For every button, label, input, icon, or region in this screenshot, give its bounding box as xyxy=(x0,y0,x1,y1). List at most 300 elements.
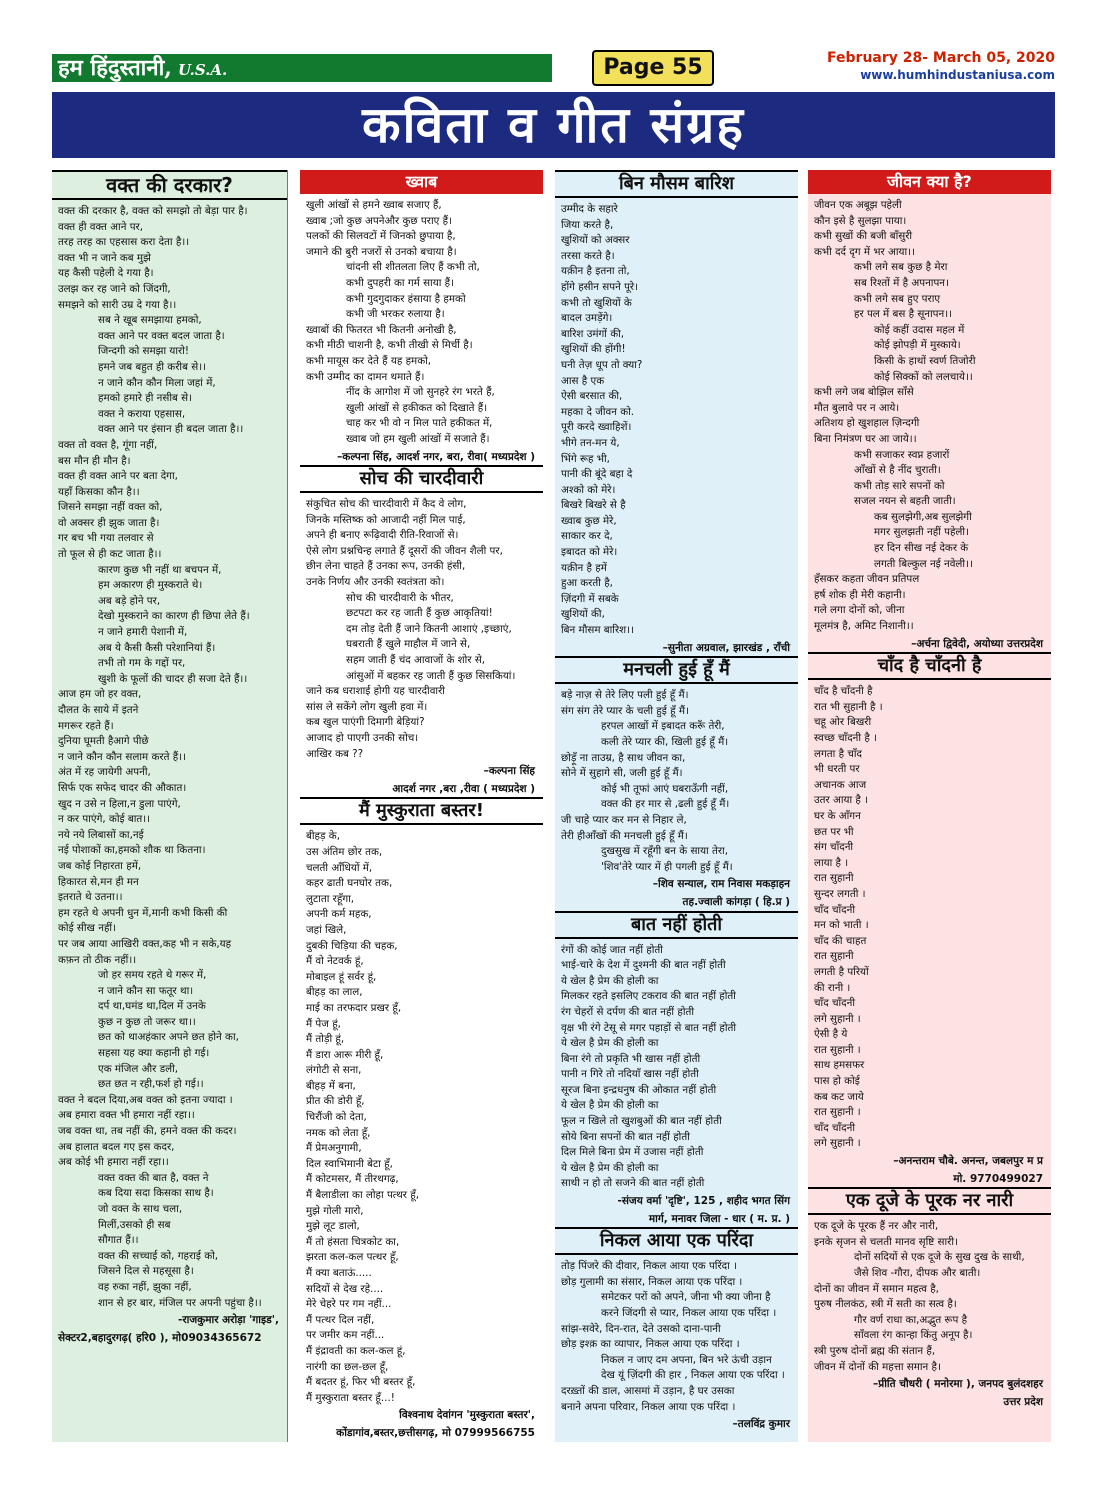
poem-line: घनी तेज़ धूप तो क्या? xyxy=(561,358,643,371)
poem-body xyxy=(300,497,543,762)
poem-line: कभी तो खुशियों के xyxy=(561,296,632,309)
poem-body xyxy=(555,1259,798,1415)
poem-line: कभी दर्द दृग में भर आया।। xyxy=(814,245,915,258)
poem-line: सदियों से देख रहे.... xyxy=(306,1282,384,1295)
poem-line: उम्मीद के सहारे xyxy=(561,203,618,215)
poem-line: यक़ीन है इतना तो, xyxy=(561,265,630,278)
poem-line: न जाने कौन कौन सलाम करते हैं।। xyxy=(58,750,186,763)
poem-line: दोनों सदियों से एक दूजे के सुख दुख के साथी, xyxy=(854,1251,1025,1264)
poem-line: सोये बिना सपनों की बात नहीं होती xyxy=(561,1130,690,1143)
poem-line: जैसे शिव -गौरा, दीपक और बाती। xyxy=(854,1267,981,1279)
brand-suffix: U.S.A. xyxy=(177,61,228,79)
poem-line: वक्त आने पर इंसान ही बदल जाता है।। xyxy=(98,423,244,436)
poem-line: नई पोशाकों का,हमको शौक था कितना। xyxy=(58,844,206,857)
poem-line: मैं कोटमसर, मैं तीरथगढ़, xyxy=(306,1173,399,1186)
poem-line: संकुचित सोच की चारदीवारी में कैद वे लोग, xyxy=(306,498,467,511)
poem-line: यक़ीन है हमें xyxy=(561,561,607,574)
poem-line: कब कट जाये xyxy=(814,1090,864,1103)
poem-line: सांस ले सकेंगे लोग खुली हवा में। xyxy=(306,700,428,713)
poem-line: मैं तोड़ी हूं, xyxy=(306,1033,345,1046)
poem-line: छटपटा कर रह जाती हैं कुछ आकृतियां! xyxy=(346,607,493,620)
poem-line: कभी मीठी चाशनी है, कभी तीखी से मिर्ची है। xyxy=(306,339,473,352)
poem-line: दम तोड़ देती हैं जाने कितनी आशाएं ,इच्छाएं, xyxy=(346,622,512,635)
poem-line: अब कोई भी हमारा नहीं रहा।। xyxy=(58,1156,169,1169)
poem-line: अब हमारा वक्त भी हमारा नहीं रहा।। xyxy=(58,1109,195,1122)
poem-line: खुली आंखों से हमने ख्वाब सजाए हैं, xyxy=(306,199,442,211)
poem-line: आँखों से है नींद चुराती। xyxy=(854,464,941,477)
poem-body xyxy=(555,943,798,1193)
poem-line: यहाँ किसका कौन है।। xyxy=(58,485,140,498)
poem-line: होंगे हसीन सपने पूरे। xyxy=(561,280,639,293)
poem-line: पानी की बूंदे बहा दे xyxy=(561,468,633,481)
poem-line: पूरी करदे ख्वाहिशें। xyxy=(561,421,632,434)
column-1 xyxy=(52,170,288,1442)
poem-line: नमक को लेता हूँ, xyxy=(306,1126,371,1139)
poem-line: कभी दुपहरी का गर्म साया हैं। xyxy=(346,276,455,289)
poem-body xyxy=(300,829,543,1406)
poem-line: बीहड़ का लाल, xyxy=(306,986,363,999)
poem-author: –अर्चना द्विवेदी, अयोध्या उत्तरप्रदेश xyxy=(911,637,1043,650)
poem-author-address: कोंडागांव,बस्तर,छत्तीसगढ़, मो 07999566755 xyxy=(336,1426,535,1439)
poem-line: छत पर भी xyxy=(814,825,854,838)
poem-line: जिन्दगी को समझा यारो! xyxy=(98,345,190,358)
poem-line: गर बच भी गया तलवार से xyxy=(58,532,154,545)
poem-line: कुछ न कुछ तो जरूर था।। xyxy=(98,1015,196,1028)
poem-author: –अनन्तराम चौबे. अनन्त, जबलपुर म प्र xyxy=(893,1155,1043,1168)
poem-line: ये खेल है प्रेम की होली का xyxy=(561,1037,659,1050)
poem-line: वक्त की हर मार से ,ढली हुई हूँ मैं। xyxy=(601,798,730,811)
poem-line: लगे सुहानी । xyxy=(814,1012,861,1025)
poem-title: बिन मौसम बारिश xyxy=(555,170,798,198)
poem-line: रात सुहानी । xyxy=(814,1106,861,1119)
poem-line: चहू ओर बिखरी xyxy=(814,716,872,729)
poem-line: साकार कर दे, xyxy=(561,530,613,543)
poem-line: मगर सुलझती नहीं पहेली। xyxy=(874,526,969,539)
poem-line: बिन मौसम बारिश।। xyxy=(561,624,634,637)
poem-line: चाँद चाँदनी xyxy=(814,1121,856,1134)
poem-line: हँसकर कहता जीवन प्रतिपल xyxy=(814,573,920,586)
poem-line: बीहड़ में बना, xyxy=(306,1079,356,1092)
poem-line: छत को थाअहंकार अपने छत होने का, xyxy=(98,1031,239,1044)
poem-line: दौलत के साये में इतने xyxy=(58,704,139,716)
poem-line: कभी सुखों की बजी बाँसुरी xyxy=(814,230,913,243)
poem-line: कभी मायूस कर देते हैं यह हमको, xyxy=(306,354,432,367)
poem-line: कभी सजाकर स्वप्न हजारों xyxy=(854,448,950,461)
poem-line: छोड़ूँ ना ताउम्र, है साथ जीवन का, xyxy=(561,751,686,764)
poem-line: कौन इसे है सुलझा पाया। xyxy=(814,214,907,227)
column-4 xyxy=(808,170,1051,1442)
poem-line: बिना निमंत्रण घर आ जाये।। xyxy=(814,432,917,445)
poem-line: वक्त की सच्चाई को, गहराई को, xyxy=(98,1249,219,1262)
poem-line: भीगे तन-मन ये, xyxy=(561,436,620,449)
poem-author-address: मो. 9770499027 xyxy=(953,1172,1043,1185)
poem-line: दर्प था,घमंड था,दिल में उनके xyxy=(98,1000,206,1013)
poem-line: हम अकारण ही मुस्कराते थे। xyxy=(98,579,203,592)
poem-line: मैं इंद्रावती का कल-कल हूं, xyxy=(306,1344,406,1357)
poem-line: पर जब आया आखिरी वक्त,कह भी न सके,यह xyxy=(58,937,232,950)
poem-line: मैं बैलाडीला का लोहा पत्थर हूँ, xyxy=(306,1189,419,1202)
poem-line: छोड़ गुलामी का संसार, निकल आया एक परिंदा । xyxy=(561,1275,743,1288)
poem-line: हर पल में बस है सूनापन।। xyxy=(854,308,953,321)
poem-line: वो अक्सर ही झुक जाता है। xyxy=(58,516,160,529)
poem-line: वक्त की दरकार है, वक्त को समझो तो बेड़ा पार है। xyxy=(58,205,248,217)
poem-line: लंगोटी से सना, xyxy=(306,1064,362,1077)
poem-author: -संजय वर्मा 'दृष्टि', 125 , शहीद भगत सिंग xyxy=(617,1195,790,1208)
poem-line: सुन्दर लगती । xyxy=(814,887,866,900)
poem-line: की रानी । xyxy=(814,981,851,994)
poem-line: बनाने अपना परिवार, निकल आया एक परिंदा । xyxy=(561,1400,736,1413)
poem-line: ख्वाबों की फितरत भी कितनी अनोखी है, xyxy=(306,323,457,336)
poem-line: तेरी हीआँखों की मनचली हुई हूँ मैं। xyxy=(561,829,688,842)
poem-line: मैं क्या बताऊं..... xyxy=(306,1267,372,1279)
poem-line: वक्त तो वक्त है, गूंगा नहीं, xyxy=(58,438,158,451)
brand-bar xyxy=(52,54,552,82)
poem-author: –कल्पना सिंह, आदर्श नगर, बरा, रीवा( मध्यप्रदेश ) xyxy=(337,450,535,463)
poem-line: साथी न हो तो सजने की बात नहीं होती xyxy=(561,1177,705,1190)
poem-line: जमाने की बुरी नजरों से उनको बचाया है। xyxy=(306,245,457,258)
issue-date: February 28- March 05, 2020 xyxy=(827,50,1055,66)
poem-line: बीहड़ के, xyxy=(306,830,340,843)
poem-line: मेरे चेहरे पर गम नहीं... xyxy=(306,1298,392,1311)
poem-line: सब रिश्तों में है अपनापन। xyxy=(854,276,949,289)
dateline xyxy=(827,50,1055,84)
poem-title: मनचली हुई हूँ मैं xyxy=(555,656,798,684)
poem-line: लगती है परियों xyxy=(814,965,869,978)
poem-line: ये खेल है प्रेम की होली का xyxy=(561,974,659,987)
poem-line: कभी गुदगुदाकर हंसाया है हमको xyxy=(346,292,466,305)
poem-line: हम रहते थे अपनी धुन में,मानी कभी किसी की xyxy=(58,906,228,919)
poem-line: भिंगे रूह भी, xyxy=(561,452,610,465)
poem-title: चाँद है चाँदनी है xyxy=(808,652,1051,680)
poem-line: दुखसुख में रहूँगी बन के साया तेरा, xyxy=(601,845,729,858)
brand-name: हम हिंदुस्तानी, xyxy=(58,55,172,81)
poem-line: किसी के हाथों स्वर्ण तिजोरी xyxy=(874,354,976,367)
poem-line: कोई भी तूफां आएं घबराऊँगी नहीं, xyxy=(601,782,729,795)
poem-title: बात नहीं होती xyxy=(555,911,798,939)
poem-line: भी धरती पर xyxy=(814,763,860,776)
poem-line: तरह तरह का एहसास करा देता है।। xyxy=(58,236,190,249)
poem-line: ये खेल है प्रेम की होली का xyxy=(561,1099,659,1112)
poem-line: कभी लगे सब हुए पराए xyxy=(854,292,941,305)
column-3 xyxy=(555,170,798,1442)
poem-line: ऐसी है ये xyxy=(814,1028,848,1041)
poem-line: सूरज बिना इन्द्रधनुष की ओकात नहीं होती xyxy=(561,1083,717,1096)
poem-line: आस है एक xyxy=(561,374,605,387)
poem-line: साँवला रंग कान्हा किंतु अनूप है। xyxy=(854,1329,973,1342)
poem-line: पर जमीर कम नहीं... xyxy=(306,1329,385,1342)
poem-line: दिल स्वाभिमानी बेटा हूँ, xyxy=(306,1157,393,1170)
poem-line: अपनी कर्म महक, xyxy=(306,908,372,921)
poem-line: समेटकर परों को अपने, जीना भी क्या जीना है xyxy=(601,1291,771,1304)
poem-line: चलती आँधियों में, xyxy=(306,861,373,874)
poem-line: यह कैसी पहेली दे गया है। xyxy=(58,267,154,280)
poem-line: जीवन में दोनों की महत्ता समान है। xyxy=(814,1360,941,1373)
poem-line: हरपल आखों में इबादत करूँ तेरी, xyxy=(601,720,725,733)
poem-line: सब ने खूब समझाया हमको, xyxy=(98,314,202,327)
poem-line: तरसा करते है। xyxy=(561,249,615,262)
poem-line: इनके सृजन से चलती मानव सृष्टि सारी। xyxy=(814,1235,958,1248)
poem-title: एक दूजे के पूरक नर नारी xyxy=(808,1187,1051,1215)
poem-line: चिरौंजी को देता, xyxy=(306,1111,367,1124)
poem-line: जो हर समय रहते थे गरूर में, xyxy=(98,969,207,982)
poem-line: अब ये कैसी कैसी परेशानियां हैं। xyxy=(98,641,216,654)
poem-line: उलझ कर रह जाने को जिंदगी, xyxy=(58,282,171,295)
poem-author: –सुनीता अग्रवाल, झारखंड , राँची xyxy=(662,641,790,654)
poem-line: प्रीत की डोरी हूँ, xyxy=(306,1095,365,1108)
poem-line: हमने जब बहुत ही करीब से।। xyxy=(98,360,207,373)
poem-line: अश्को को मेरे। xyxy=(561,483,616,496)
poem-line: करने जिंदगी से प्यार, निकल आया एक परिंदा । xyxy=(601,1307,777,1319)
poem-line: जहां खिले, xyxy=(306,923,347,936)
poem-line: लाया है । xyxy=(814,856,849,869)
poem-line: एक दूजे के पूरक हैं नर और नारी, xyxy=(814,1220,939,1233)
poem-line: सहम जाती हैं चंद आवाजों के शोर से, xyxy=(346,654,486,667)
poem-line: जब वक्त था, तब नहीं की, हमने वक्त की कदर। xyxy=(58,1125,237,1138)
poem-line: अब हालात बदल गए इस कदर, xyxy=(58,1140,175,1153)
poem-title: सोच की चारदीवारी xyxy=(300,465,543,493)
poem-line: रात सुहानी xyxy=(814,950,854,963)
poem-line: बिखरे बिखरे से है xyxy=(561,499,626,512)
poem-line: पानी न गिरे तो नदियाँ खास नहीं होती xyxy=(561,1068,699,1081)
poem-line: तोड़ पिंजरे की दीवार, निकल आया एक परिंदा । xyxy=(561,1260,737,1273)
poem-author: –कल्पना सिंह xyxy=(483,765,535,778)
poem-line: मैं वो नेटवर्क हूं, xyxy=(306,955,364,968)
poem-line: छत छत न रही,फर्श हो गई।। xyxy=(98,1078,204,1091)
poem-line: खुली आंखों से हकीकत को दिखाते हैं। xyxy=(346,401,488,414)
poem-line: रंग चेहरों से दर्पण की बात नहीं होती xyxy=(561,1005,695,1018)
poem-line: कभी लगे सब कुछ है मेरा xyxy=(854,261,948,274)
poem-line: चाह कर भी वो न मिल पाते हकीकत में, xyxy=(346,417,493,430)
poem-line: सहसा यह क्या कहानी हो गई। xyxy=(98,1047,210,1060)
poem-line: वक्त ने कराया एहसास, xyxy=(98,407,186,420)
poem-line: अचानक आज xyxy=(814,778,867,791)
poem-line: छीन लेना चाहते हैं उनका रूप, उनकी हंसी, xyxy=(306,560,466,573)
poem-line: झरता कल-कल पत्थर हूँ, xyxy=(306,1251,399,1264)
poem-line: दरख़्तों की डाल, आसमां में उड़ान, है घर उसका xyxy=(561,1384,735,1397)
poem-line: कहर ढाती घनघोर तक, xyxy=(306,877,393,890)
poem-line: जिसने समझा नहीं वक्त को, xyxy=(58,501,163,514)
poem-line: सोच की चारदीवारी के भीतर, xyxy=(346,591,454,604)
poem-line: पास हो कोई xyxy=(814,1075,860,1088)
poem-line: मैं डारा आरू मीरी हूँ, xyxy=(306,1048,384,1061)
poem-line: हर्ष शोक ही मेरी कहानी। xyxy=(814,588,906,601)
poem-line: मूलमंत्र है, अमिट निशानी।। xyxy=(814,620,914,633)
poem-line: कभी जी भरकर रुलाया है। xyxy=(346,308,445,321)
poem-line: जिनके मस्तिष्क को आजादी नहीं मिल पाई, xyxy=(306,513,466,526)
poem-line: हिकारत से,मन ही मन xyxy=(58,875,139,888)
poem-line: लगे सुहानी । xyxy=(814,1137,861,1150)
poem-author: -राजकुमार अरोड़ा 'गाइड', xyxy=(177,1314,279,1327)
poem-line: कब दिया सदा किसका साथ है। xyxy=(98,1187,214,1200)
poem-body xyxy=(555,688,798,875)
poem-line: लगता है चाँद xyxy=(814,747,863,760)
poem-line: तभी तो गम के गद्दों पर, xyxy=(98,657,186,670)
poem-line: आज हम जो हर वक्त, xyxy=(58,688,142,701)
poem-line: जो वक्त के साथ चला, xyxy=(98,1203,183,1215)
poem-line: गौर वर्ण राधा का,अद्भुत रूप है xyxy=(854,1313,968,1326)
poem-line: मुझे लूट डालो, xyxy=(306,1220,360,1233)
poem-body xyxy=(555,202,798,639)
page-number: Page 55 xyxy=(592,50,714,86)
poem-line: इबादत को मेरे। xyxy=(561,546,618,559)
poem-line: न जाने कौन सा फतूर था। xyxy=(98,984,194,997)
poem-line: मिलकर रहते इसलिए टकराव की बात नहीं होती xyxy=(561,990,736,1003)
poem-line: कभी तोड़ सारे सपनों को xyxy=(854,479,945,492)
poem-line: उनके निर्णय और उनकी स्वतंत्रता को। xyxy=(306,576,445,589)
poem-author-address: आदर्श नगर ,बरा ,रीवा ( मध्यप्रदेश ) xyxy=(392,782,535,795)
poem-body xyxy=(808,198,1051,635)
poem-line: घर के आँगन xyxy=(814,809,861,822)
poem-author: विश्वनाथ देवांगन 'मुस्कुराता बस्तर', xyxy=(399,1409,535,1422)
poem-line: रात सुहानी । xyxy=(814,1043,861,1056)
poem-line: लुटाता रहूँगा, xyxy=(306,892,355,905)
poem-line: जीवन एक अबूझ पहेली xyxy=(814,199,902,211)
poem-line: छोड़ इश्क़ का व्यापार, निकल आया एक परिंदा । xyxy=(561,1338,740,1351)
poem-line: कब सुलझेगी,अब सुलझेगी xyxy=(874,510,972,523)
poem-line: रंगों की कोई जात नहीं होती xyxy=(561,943,663,956)
masthead xyxy=(52,50,1055,86)
poem-line: मोबाइल हूं सर्वर हूं, xyxy=(306,970,377,983)
poem-line: ख्वाब ;जो कुछ अपनेऔर कुछ पराए हैं। xyxy=(306,214,452,227)
poem-line: बिना रंगे तो प्रकृति भी खास नहीं होती xyxy=(561,1052,701,1065)
poem-body xyxy=(52,204,287,1311)
poem-line: आजाद हो पाएगी उनकी सोच। xyxy=(306,732,419,744)
poem-line: निकल न जाए दम अपना, बिन भरे ऊंची उड़ान xyxy=(601,1353,772,1366)
poem-title: मैं मुस्कुराता बस्तर! xyxy=(300,797,543,825)
poem-line: कारण कुछ भी नहीं था बचपन में, xyxy=(98,563,222,576)
poem-line: जाने कब धराशाई होगी यह चारदीवारी xyxy=(306,685,445,698)
poem-line: ज़िंदगी में सबके xyxy=(561,592,619,605)
poem-line: जी चाहे प्यार कर मन से निहार ले, xyxy=(561,813,687,826)
poem-line: अब बड़े होने पर, xyxy=(98,594,161,607)
poem-line: मौत बुलावे पर न आये। xyxy=(814,401,900,414)
poem-body xyxy=(808,1219,1051,1375)
poem-line: मन को भाती । xyxy=(814,919,869,932)
poem-line: मैं पेज हूं, xyxy=(306,1017,341,1030)
poem-line: दुबकी चिड़िया की चहक, xyxy=(306,939,398,952)
section-banner: कविता व गीत संग्रह xyxy=(52,92,1055,158)
poem-line: लगती बिल्कुल नई नवेली।। xyxy=(874,557,973,570)
poem-line: न जाने कौन कौन मिला जहां में, xyxy=(98,376,216,389)
column-2 xyxy=(300,170,543,1442)
poem-line: दिल मिले बिना प्रेम में उजास नहीं होती xyxy=(561,1146,704,1159)
poem-line: अंत में रह जायेगी अपनी, xyxy=(58,766,151,779)
poem-line: मुझे गोली मारो, xyxy=(306,1204,364,1217)
poem-line: उतर आया है । xyxy=(814,794,869,807)
poem-line: वह रुका नहीं, झुका नहीं, xyxy=(98,1280,192,1293)
poem-line: तो फूल से ही कट जाता है।। xyxy=(58,548,162,561)
poem-line: संग चाँदनी xyxy=(814,841,854,854)
poem-line: रात भी सुहानी है । xyxy=(814,700,883,713)
poem-line: जब कोई निहारता हमें, xyxy=(58,859,142,872)
poem-line: पलकों की सिलवटों में जिनको छुपाया है, xyxy=(306,230,456,243)
poem-line: वक्त ही वक्त आने पर बता देगा, xyxy=(58,470,178,483)
poem-line: सिर्फ एक सफेद चादर की औकात। xyxy=(58,781,187,794)
poem-line: वक्त भी न जाने कब मुझे xyxy=(58,251,151,264)
poem-line: मिलीं,उसको ही सब xyxy=(98,1218,171,1231)
poem-line: खुशियों को अक्सर xyxy=(561,234,630,247)
poem-line: ये खेल है प्रेम की होली का xyxy=(561,1161,659,1174)
poem-line: मैं तो हंसता चित्रकोट का, xyxy=(306,1235,400,1248)
poem-line: हर दिन सीख नई देकर के xyxy=(874,542,969,555)
poem-line: चाँद है चाँदनी है xyxy=(814,685,873,698)
poem-line: पुरुष नीलकंठ, स्त्री में सती का सत्व है। xyxy=(814,1298,957,1311)
poem-line: कोई सीख नहीं। xyxy=(58,922,116,935)
poem-line: दुनिया घूमती हैआगे पीछे xyxy=(58,735,149,748)
poem-line: एक मंजिल और डली, xyxy=(98,1062,179,1075)
poem-line: उस अंतिम छोर तक, xyxy=(306,845,383,858)
poem-author: –शिव सन्याल, राम निवास मकड़ाहन xyxy=(652,878,790,891)
poem-line: माई का तरफदार प्रखर हूँ, xyxy=(306,1001,402,1014)
poem-line: महका दे जीवन को. xyxy=(561,405,635,418)
poem-line: बड़े नाज़ से तेरे लिए पली हुई हूँ मैं। xyxy=(561,689,689,702)
poem-line: मैं पत्थर दिल नहीं, xyxy=(306,1313,375,1326)
poem-line: देखो मुस्कराने का कारण ही छिपा लेते हैं। xyxy=(98,610,250,623)
poem-line: ऐसे लोग प्रश्नचिन्ह लगाते हैं दूसरों की जीवन शैली पर, xyxy=(306,544,503,557)
poem-line: चाँद चाँदनी xyxy=(814,997,856,1010)
poem-line: जिसने दिल से महसूसा है। xyxy=(98,1265,194,1278)
poem-line: देख यूं ज़िंदगी की हार , निकल आया एक परिंदा । xyxy=(601,1369,785,1382)
poem-line: खुद न उसे न हिला,न डुला पाएंगे, xyxy=(58,797,181,810)
poem-line: मैं मुस्कुराता बस्तर हूँ...! xyxy=(306,1391,395,1404)
poem-line: नये नये लिबासों का,नई xyxy=(58,828,144,841)
poem-line: सांझ-सवेरे, दिन-रात, देते उसको दाना-पानी xyxy=(561,1322,721,1335)
poem-line: आखिर कब ?? xyxy=(306,747,364,760)
poem-line: भाई-चारे के देश में दुश्मनी की बात नहीं होती xyxy=(561,959,726,972)
poem-line: जिया करते है, xyxy=(561,218,614,231)
website-link[interactable]: www.humhindustaniusa.com xyxy=(860,68,1055,82)
poem-line: कब खुल पाएंगी दिमागी बेड़ियां? xyxy=(306,716,425,729)
poem-line: वक्त वक्त की बात है, वक्त ने xyxy=(98,1171,209,1184)
poem-line: अतिशय हो खुशहाल ज़िन्दगी xyxy=(814,417,920,430)
poem-title: जीवन क्या है? xyxy=(808,170,1051,194)
poem-line: कोई कहीं उदास महल में xyxy=(874,323,965,336)
poem-line: वक्त ने बदल दिया,अब वक्त को इतना ज्यादा । xyxy=(58,1093,233,1106)
poem-line: मगरूर रहते हैं। xyxy=(58,719,114,732)
poem-body xyxy=(300,198,543,448)
poem-author-address: तह.ज्वाली कांगड़ा ( हि.प्र ) xyxy=(682,895,790,908)
poem-line: कोई सिक्कों को ललचाये।। xyxy=(874,370,973,383)
poem-line: सोने में सुहागे सी, जली हुई हूँ मैं। xyxy=(561,767,683,780)
poem-line: इतराते थे उतना।। xyxy=(58,891,123,904)
poem-line: चांदनी सी शीतलता लिए हैं कभी तो, xyxy=(346,261,480,274)
poem-line: ऐसी बरसात की, xyxy=(561,390,623,403)
poem-line: कभी उम्मीद का दामन थमाते हैं। xyxy=(306,370,425,383)
poem-line: खुशी के फूलों की चादर ही सजा देते हैं।। xyxy=(98,672,248,685)
poem-line: अपने ही बनाए रूढ़िवादी रीति-रिवाजों से। xyxy=(306,529,459,542)
poem-line: सौगात हैं।। xyxy=(98,1234,139,1247)
poem-line: बादल उमड़ेंगे। xyxy=(561,312,613,325)
poem-line: स्त्री पुरुष दोनों ब्रह्म की संतान हैं, xyxy=(814,1344,936,1357)
poem-line: वृक्ष भी रंगे टेसू से मगर पहाड़ों से बात नहीं होती xyxy=(561,1021,737,1034)
poem-line: गले लगा दोनों को, जीना xyxy=(814,604,905,617)
poem-line: ख्वाब जो हम खुली आंखों में सजाते हैं। xyxy=(346,432,490,445)
poem-line: कली तेरे प्यार की, खिली हुई हूँ मैं। xyxy=(601,736,729,748)
poem-line: न कर पाएंगे, कोई बात।। xyxy=(58,813,151,826)
poem-line: कफ़न तो ठीक नहीं।। xyxy=(58,953,137,966)
poem-line: शान से हर बार, मंजिल पर अपनी पहुंचा है।। xyxy=(98,1296,262,1309)
poem-author-address: मार्ग, मनावर जिला - धार ( म. प्र. ) xyxy=(648,1212,790,1225)
poem-author-address: उत्तर प्रदेश xyxy=(1003,1395,1043,1408)
poem-line: स्वच्छ चाँदनी है । xyxy=(814,732,877,744)
poem-line: समझने को सारी उम्र दे गया है।। xyxy=(58,298,177,311)
poem-line: संग संग तेरे प्यार के चली हुई हूँ मैं। xyxy=(561,704,689,717)
poem-author: –तलविंद्र कुमार xyxy=(732,1418,790,1431)
poem-line: हमको हमारे ही नसीब से। xyxy=(98,392,193,405)
poem-line: खुशियों की, xyxy=(561,608,605,621)
poem-line: घबराती हैं खुले माहौल में जाने से, xyxy=(346,638,471,651)
poem-line: चाँद की चाहत xyxy=(814,934,867,947)
